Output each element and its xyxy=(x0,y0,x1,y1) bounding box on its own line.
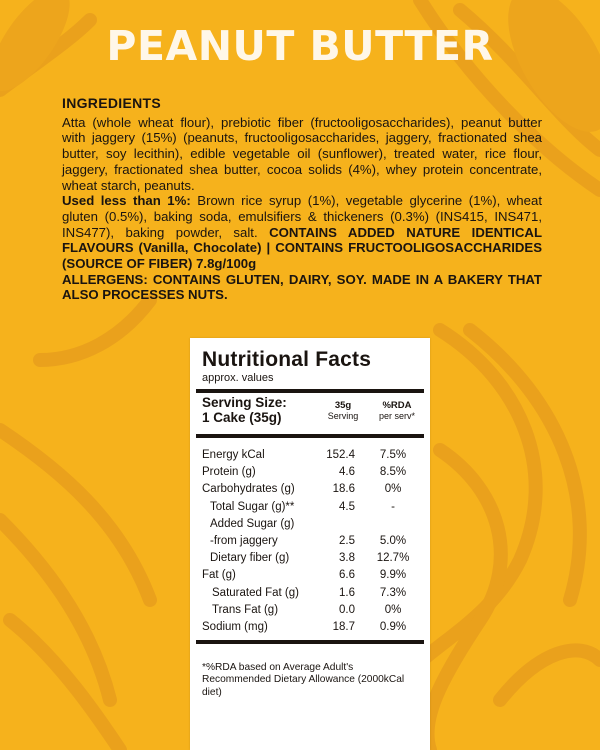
column-rda-sub: per serv* xyxy=(378,411,415,421)
table-row: Sodium (mg) 18.7 0.9% xyxy=(202,620,407,633)
table-row: Protein (g) 4.6 8.5% xyxy=(202,466,407,479)
table-row: Energy kCal 152.4 7.5% xyxy=(202,449,407,461)
nutrition-subtitle: approx. values xyxy=(202,372,274,384)
table-row: Saturated Fat (g) 1.6 7.3% xyxy=(212,586,407,599)
table-row: Total Sugar (g)** 4.5 - xyxy=(210,500,395,513)
serving-size-label: Serving Size: xyxy=(202,395,287,410)
table-row: -from jaggery 2.5 5.0% xyxy=(210,534,407,547)
serving-size-amount: 1 Cake (35g) xyxy=(202,409,282,425)
divider-thick xyxy=(196,434,424,438)
column-header-rda xyxy=(370,400,424,421)
table-row: Carbohydrates (g) 18.6 0% xyxy=(202,483,402,496)
contains-notice: CONTAINS ADDED NATURE IDENTICAL FLAVOURS (Vanilla, Chocolate) | CONTAINS FRUCTOOLIGOSACCHARIDES (SOURCE OF FIBER) 7.8g/100g xyxy=(62,224,543,272)
table-row: Trans Fat (g) 0.0 0% xyxy=(212,603,402,616)
rda-footnote: *%RDA based on Average Adult's Recommended Dietary Allowance (2000kCal diet) xyxy=(202,662,405,698)
table-row: Dietary fiber (g) 3.8 12.7% xyxy=(210,552,410,565)
column-serving-label: Serving xyxy=(327,411,359,421)
column-serving-amount: 35g xyxy=(334,400,352,411)
ingredients-heading: INGREDIENTS xyxy=(62,95,161,111)
nutrient-table xyxy=(190,447,430,636)
ingredients-text-block xyxy=(62,115,542,303)
divider-thick xyxy=(196,640,424,644)
ingredients-list: Atta (whole wheat flour), prebiotic fiber (fructooligosaccharides), peanut butter with jaggery (15%) (peanuts, fructooligosaccharides, jaggery, fractionated shea butter, soy lecithin), edible vegetable oil (sunflower), treated water, rice flour, jaggery, fractionated shea butter, cocoa solids (4%), whey protein concentrate, wheat starch, peanuts. xyxy=(62,114,542,193)
column-rda-label: %RDA xyxy=(382,400,412,411)
table-row: Added Sugar (g) xyxy=(210,517,295,530)
used-less-label: Used less than 1%: xyxy=(62,193,191,209)
divider-thick xyxy=(196,389,424,393)
used-less-text: Brown rice syrup (1%), vegetable glycerine (1%), wheat gluten (0.5%), baking soda, emulsifiers & thickeners (0.3%) (INS415, INS471, INS477), baking powder, salt. xyxy=(62,193,542,240)
nutrition-title: Nutritional Facts xyxy=(202,348,372,371)
allergens-notice: ALLERGENS: CONTAINS GLUTEN, DAIRY, SOY. MADE IN A BAKERY THAT ALSO PROCESSES NUTS. xyxy=(62,271,542,303)
product-title: PEANUT BUTTER xyxy=(106,22,494,70)
serving-size xyxy=(202,396,322,425)
ingredients-section xyxy=(62,96,542,303)
column-header-serving xyxy=(318,400,368,421)
table-row: Fat (g) 6.6 9.9% xyxy=(202,569,407,582)
